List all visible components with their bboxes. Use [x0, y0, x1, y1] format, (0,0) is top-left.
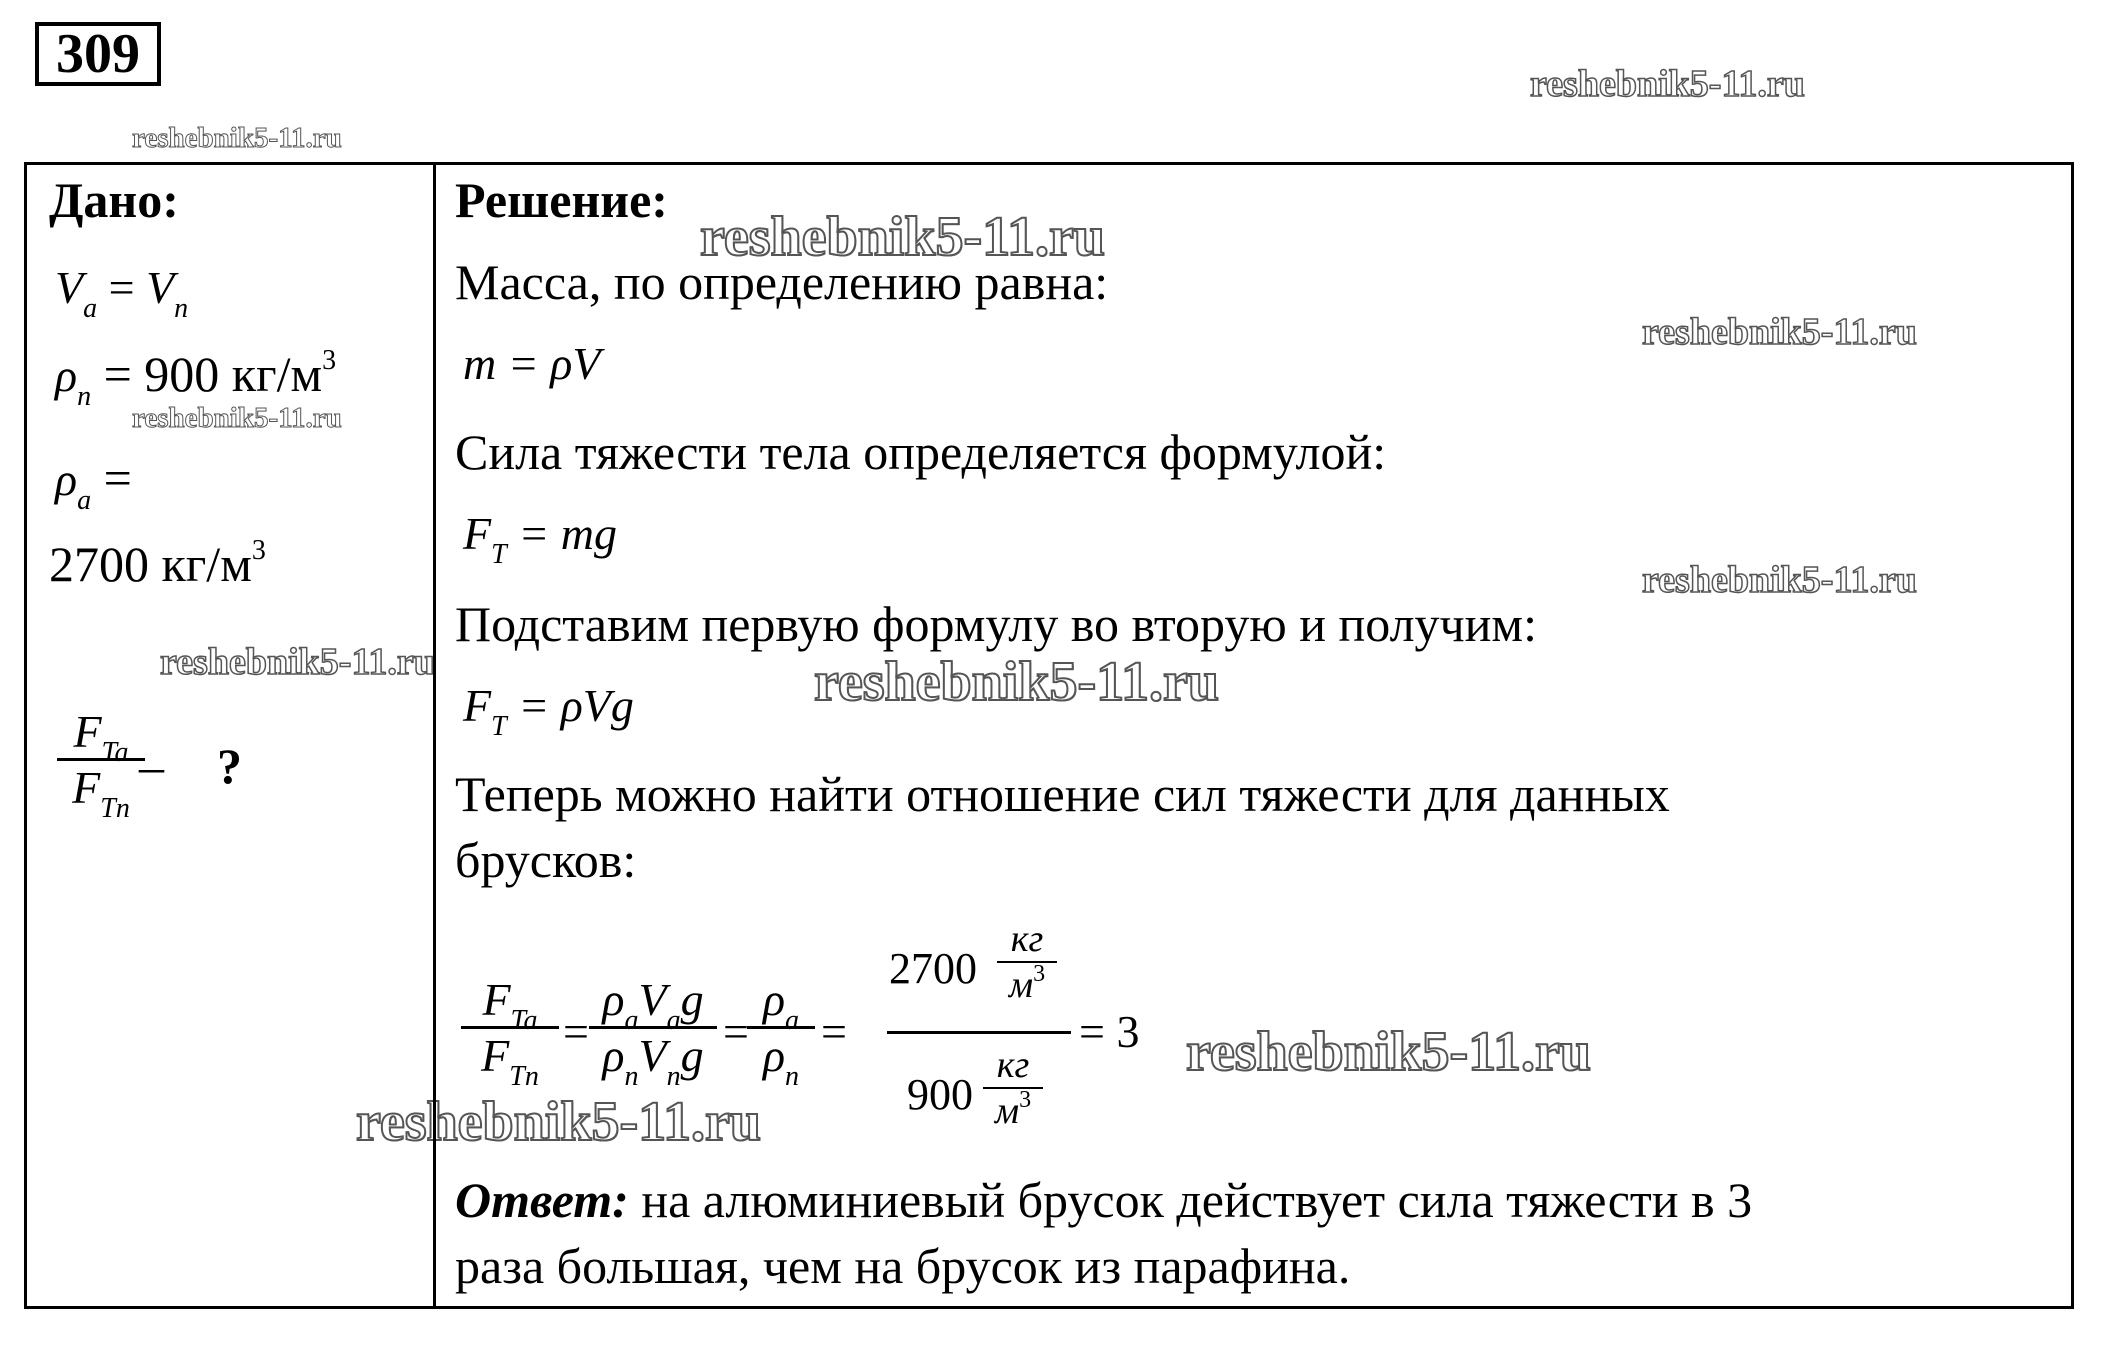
watermark: reshebnik5-11.ru — [1186, 1021, 1592, 1083]
answer — [455, 1171, 1752, 1229]
numerator-value: 2700 — [889, 944, 977, 993]
given-volume-equality: $V_a = V_n$ — [55, 262, 189, 324]
watermark: reshebnik5-11.ru — [1530, 63, 1805, 105]
solution-text-1: Масса, по определению равна: — [455, 254, 1109, 310]
ratio-density-volume: $\rho_aV_ag$ $\rho_nV_ng$ — [589, 973, 717, 1082]
denominator-value: 900 — [907, 1070, 973, 1119]
column-divider — [433, 165, 436, 1306]
equals-sign: = — [723, 1006, 749, 1057]
watermark: reshebnik5-11.ru — [814, 651, 1220, 713]
solution-header: Решение: — [455, 172, 668, 228]
equals-sign: = — [563, 1006, 589, 1057]
given-header: Дано: — [49, 172, 179, 228]
watermark: reshebnik5-11.ru — [356, 1091, 762, 1153]
watermark: reshebnik5-11.ru — [1642, 311, 1917, 353]
ratio-densities: $\rho_a$ $\rho_n$ — [747, 973, 815, 1082]
answer-text-2: раза большая, чем на брусок из парафина. — [455, 1238, 1351, 1294]
ratio-forces: $F_{Ta}$ $F_{Tn}$ — [461, 973, 559, 1082]
given-density-paraffin: $\rho_n = 900$ $кг/м^3$ — [55, 345, 337, 412]
formula-gravity-substituted: $F_T = \rho Vg$ — [463, 680, 634, 742]
equals-sign: = — [821, 1006, 847, 1057]
answer-label: Ответ: — [455, 1172, 629, 1228]
result-value: = 3 — [1079, 1006, 1140, 1057]
watermark: reshebnik5-11.ru — [160, 641, 435, 683]
given-find-ratio: $F_{Ta}$ $F_{Tn}$ — [57, 705, 145, 814]
problem-number: 309 — [35, 22, 161, 86]
given-find-question: ? — [217, 738, 242, 794]
main-fraction-bar — [887, 1031, 1071, 1034]
watermark: reshebnik5-11.ru — [132, 402, 342, 434]
unit-fraction-denominator: кг $м^3$ — [983, 1043, 1043, 1133]
solution-text-4b: брусков: — [455, 832, 637, 888]
solution-table — [24, 162, 2074, 1309]
unit-fraction-numerator: кг $м^3$ — [997, 917, 1057, 1007]
watermark: reshebnik5-11.ru — [700, 206, 1106, 268]
answer-text: на алюминиевый брусок действует сила тяжести в 3 — [628, 1172, 1753, 1228]
formula-mass: m = ρV — [463, 338, 601, 389]
solution-text-4: Теперь можно найти отношение сил тяжести для данных — [455, 766, 1670, 822]
given-density-aluminum-value: 2700 $кг/м^3$ — [49, 535, 266, 592]
watermark: reshebnik5-11.ru — [132, 122, 342, 154]
given-density-aluminum: $\rho_a$ = — [55, 450, 132, 516]
solution-text-3: Подставим первую формулу во вторую и получим: — [455, 596, 1537, 652]
formula-gravity: $F_T$ = mg — [463, 508, 617, 570]
given-find-dash: – — [139, 738, 164, 794]
watermark: reshebnik5-11.ru — [1642, 559, 1917, 601]
solution-text-2: Сила тяжести тела определяется формулой: — [455, 424, 1387, 480]
